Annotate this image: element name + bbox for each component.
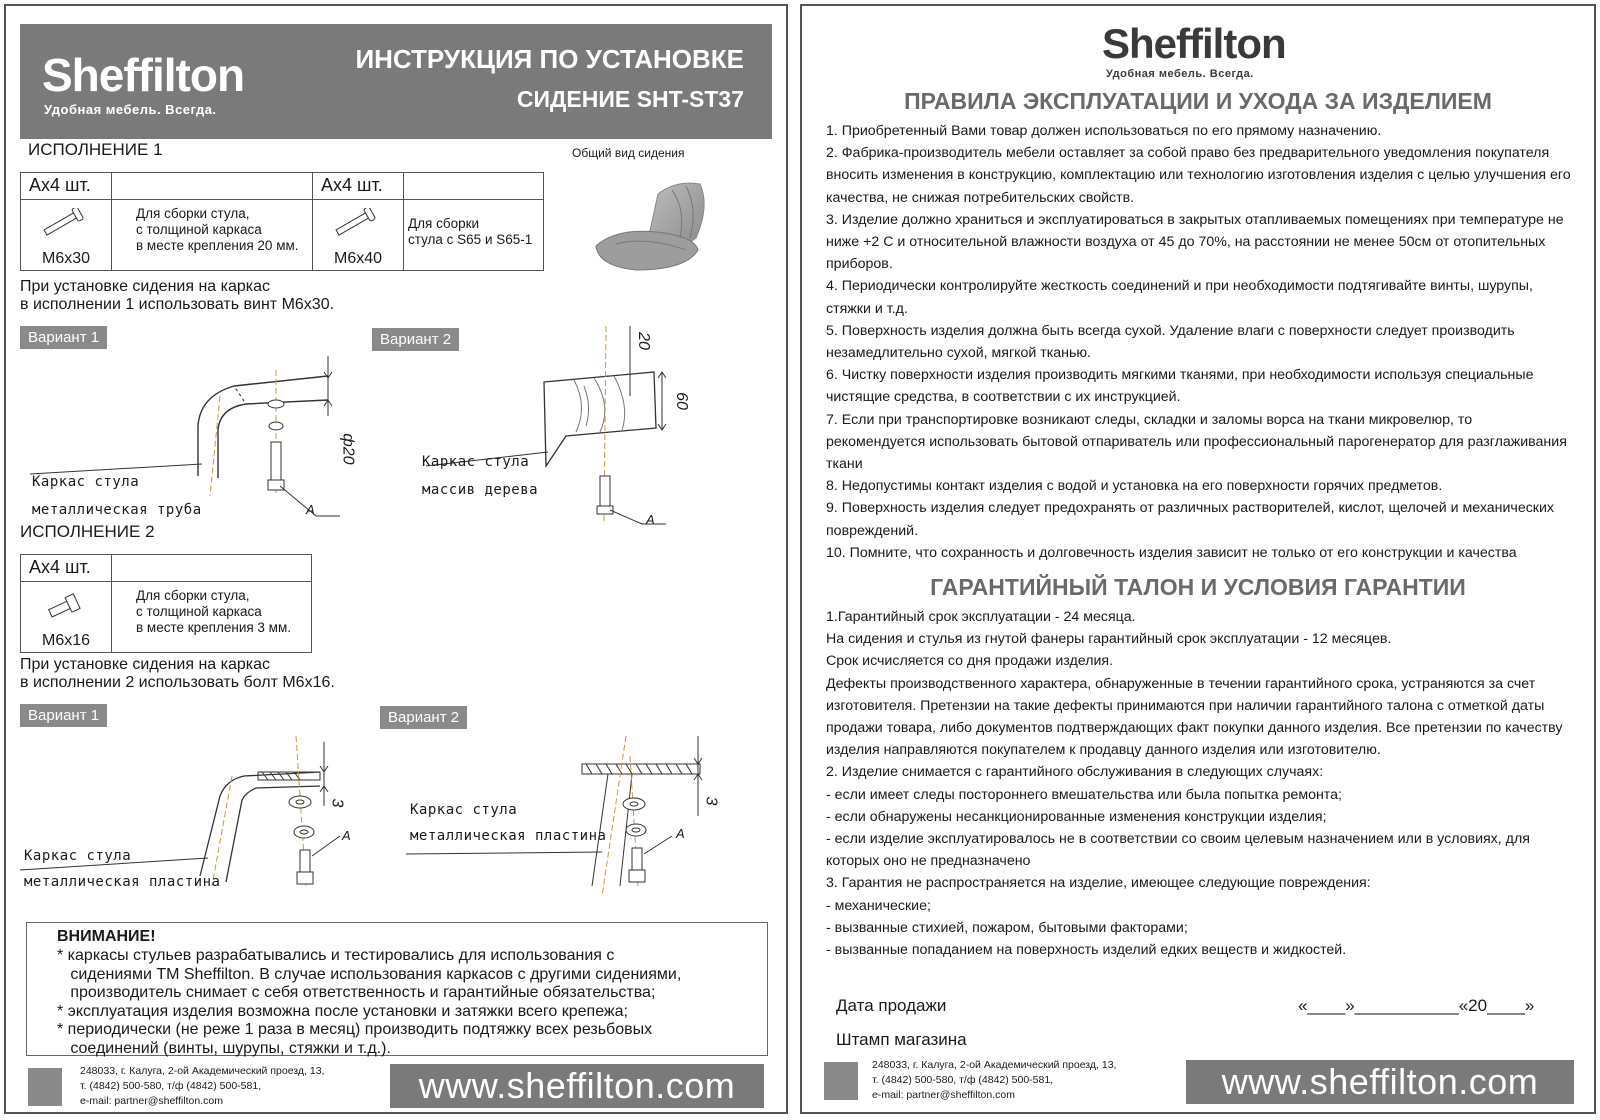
brand-tagline: Удобная мебель. Всегда. <box>1106 68 1254 80</box>
part-size: M6x30 <box>41 250 91 267</box>
exec1-v2-label2: массив дерева <box>422 482 539 498</box>
part-qty: Ax4 шт. <box>313 173 404 200</box>
exec2-v1-label1: Каркас стула <box>24 848 132 864</box>
brand-logo: Sheffilton <box>1102 20 1286 67</box>
seat-view-label: Общий вид сидения <box>572 146 685 160</box>
exec1-parts-table <box>20 172 544 271</box>
rule-item: 8. Недопустимы контакт изделия с водой и установка на его поверхности горячих предметов. <box>826 478 1443 495</box>
part-cell <box>21 582 112 653</box>
rule-item: 6. Чистку поверхности изделия производить мягкими тканями, при необходимости используя специальные чистящие средства, в соответствии с их инструкцией. <box>826 367 1534 406</box>
exec1-variant2-badge: Вариант 2 <box>372 328 459 351</box>
rules-list <box>826 120 1574 564</box>
dim-3: 3 <box>702 796 720 806</box>
part-size: M6x16 <box>41 632 91 649</box>
exec1-v2-label1: Каркас стула <box>422 454 530 470</box>
screw-icon <box>37 208 87 238</box>
exec1-variant2-drawing <box>416 326 736 536</box>
part-description: Для сборки стула, с толщиной каркаса в месте крепления 20 мм. <box>112 200 313 271</box>
warranty-title: ГАРАНТИЙНЫЙ ТАЛОН И УСЛОВИЯ ГАРАНТИИ <box>930 574 1466 600</box>
page-title: ИНСТРУКЦИЯ ПО УСТАНОВКЕ <box>355 44 744 74</box>
warranty-item: - механические; <box>826 897 931 914</box>
warranty-list <box>826 606 1574 961</box>
warranty-item: Дефекты производственного характера, обнаруженные в течении гарантийного срока, устраняются за счет изготовителя. Претензии на такие дефекты принимаются при наличии гарантийного талона с отметкой даты продажи товара, либо документов подтверждающих факт покупки данного изделия. Все претензии по качеству изделия направляются покупателем к продавцу данного изделия или изготовителю. <box>826 675 1563 759</box>
dim-phi20: ф20 <box>339 433 357 465</box>
website-link[interactable]: www.sheffilton.com <box>390 1064 764 1108</box>
warning-title: ВНИМАНИЕ! <box>57 928 156 945</box>
rules-title: ПРАВИЛА ЭКСПЛУАТАЦИИ И УХОДА ЗА ИЗДЕЛИЕМ <box>904 88 1492 114</box>
rule-item: 5. Поверхность изделия должна быть всегда сухой. Удаление влаги с поверхности следует производить незамедлительно сухой, мягкой тканью. <box>826 322 1515 362</box>
warranty-item: 2. Изделие снимается с гарантийного обслуживания в следующих случаях: <box>826 764 1324 781</box>
rule-item: 7. Если при транспортировке возникают следы, складки и заломы ворса на ткани микровелюр, то рекомендуется использовать бытовой отпариватель или профессиональный парогенератор для разглаживания ткани <box>826 411 1567 473</box>
warranty-item: Срок исчисляется со дня продажи изделия. <box>826 653 1114 670</box>
exec1-heading: ИСПОЛНЕНИЕ 1 <box>28 140 163 159</box>
part-cell <box>21 200 112 271</box>
footer-address: 248033, г. Калуга, 2-ой Академический проезд, 13, т. (4842) 500-580, т/ф (4842) 500-581, e-mail: partner@sheffilton.com <box>80 1065 325 1107</box>
warranty-item: 3. Гарантия не распространяется на изделие, имеющее следующие повреждения: <box>826 875 1371 892</box>
warning-lines: * каркасы стульев разрабатывались и тестировались для использования с сидениями ТМ Sheffilton. В случае использования каркасов с другими сидениями, производитель снимает с себя ответственность и гарантийные обязательства; * эксплуатация изделия возможна после установки и затяжки всего крепежа; * периодически (не реже 1 раза в месяц) производить подтяжку всех резьбовых соединений (винты, шурупы, стяжки и т.д.). <box>57 947 682 1057</box>
sale-date-label: Дата продажи <box>836 996 947 1015</box>
exec2-note: При установке сидения на каркас в исполнении 2 использовать болт M6x16. <box>20 656 335 691</box>
exec2-variant1-badge: Вариант 1 <box>20 704 107 727</box>
instruction-page <box>4 4 788 1114</box>
warning-box <box>26 922 768 1056</box>
sale-date-field[interactable]: «____»___________«20____» <box>1298 996 1535 1015</box>
warranty-item: - вызванные стихией, пожаром, бытовыми факторами; <box>826 919 1188 936</box>
footer-square <box>824 1062 858 1100</box>
exec2-variant2-drawing <box>406 736 746 906</box>
website-link[interactable]: www.sheffilton.com <box>1186 1060 1574 1104</box>
part-qty: Ax4 шт. <box>21 173 112 200</box>
warranty-item: - если обнаружены несанкционированные изменения конструкции изделия; <box>826 808 1327 825</box>
rule-item: 2. Фабрика-производитель мебели оставляет за собой право без предварительного уведомления покупателя вносить изменения в конструкцию, комплектацию или технологию изготовления изделия с целью улучшения его качества, не снижая потребительских свойств. <box>826 145 1571 206</box>
stamp-label: Штамп магазина <box>836 1030 967 1049</box>
footer-address: 248033, г. Калуга, 2-ой Академический проезд, 13, т. (4842) 500-580, т/ф (4842) 500-581, e-mail: partner@sheffilton.com <box>872 1059 1117 1101</box>
dim-20: 20 <box>634 332 652 350</box>
page-subtitle: СИДЕНИЕ SHT-ST37 <box>516 86 744 112</box>
warranty-item: 1.Гарантийный срок эксплуатации - 24 месяца. <box>826 609 1136 625</box>
exec2-parts-table <box>20 554 312 653</box>
exec2-v2-label1: Каркас стула <box>410 802 518 818</box>
exec2-v1-label2: металлическая пластина <box>24 874 221 890</box>
part-description: Для сборки стула, с толщиной каркаса в месте крепления 3 мм. <box>112 582 312 653</box>
exec2-variant2-badge: Вариант 2 <box>380 706 467 729</box>
rule-item: 3. Изделие должно храниться и эксплуатироваться в закрытых отапливаемых помещениях при температуре не ниже +2 С и относительной влажности воздуха от 45 до 70%, на расстоянии не менее 50см от отопительных приборов. <box>826 211 1564 273</box>
footer-square <box>28 1068 62 1106</box>
seat-illustration <box>576 166 726 286</box>
header-band <box>20 24 772 139</box>
exec1-variant1-badge: Вариант 1 <box>20 326 107 349</box>
dim-60: 60 <box>672 392 690 410</box>
rule-item: 10. Помните, что сохранность и долговечность изделия зависит не только от его конструкции и качества <box>826 544 1517 561</box>
rule-item: 9. Поверхность изделия следует предохранять от различных растворителей, кислот, щелочей и механических повреждений. <box>826 500 1555 539</box>
exec1-variant1-drawing <box>20 356 380 526</box>
dim-3: 3 <box>328 798 346 808</box>
warranty-item: На сидения и стулья из гнутой фанеры гарантийный срок эксплуатации - 12 месяцев. <box>826 631 1392 648</box>
mark-a: A <box>306 502 315 517</box>
warranty-item: - если изделие эксплуатировалось не в соответствии со своим целевым назначением или в условиях, для которых оно не предназначено <box>826 831 1530 870</box>
care-warranty-page <box>800 4 1596 1114</box>
part-qty: Ax4 шт. <box>21 555 112 582</box>
screw-icon <box>329 208 379 238</box>
exec1-v1-label1: Каркас стула <box>32 474 140 490</box>
warranty-item: - если имеет следы постороннего вмешательства или была попытка ремонта; <box>826 786 1342 803</box>
exec2-v2-label2: металлическая пластина <box>410 828 607 844</box>
exec1-note: При установке сидения на каркас в исполнении 1 использовать винт M6x30. <box>20 278 335 313</box>
part-size: M6x40 <box>333 250 383 267</box>
mark-a: A <box>676 826 685 841</box>
brand-logo: Sheffilton <box>42 49 245 101</box>
brand-tagline: Удобная мебель. Всегда. <box>44 102 217 117</box>
mark-a: A <box>646 512 655 527</box>
rule-item: 1. Приобретенный Вами товар должен использоваться по его прямому назначению. <box>826 123 1382 139</box>
exec2-heading: ИСПОЛНЕНИЕ 2 <box>20 522 155 541</box>
bolt-icon <box>39 592 89 622</box>
warranty-item: - вызванные попаданием на поверхность изделий едких веществ и жидкостей. <box>826 942 1347 959</box>
mark-a: A <box>342 828 351 843</box>
exec1-v1-label2: металлическая труба <box>32 502 202 518</box>
part-cell <box>313 200 404 271</box>
part-description: Для сборки стула с S65 и S65-1 <box>404 200 544 271</box>
rule-item: 4. Периодически контролируйте жесткость соединений и при необходимости подтягивайте винты, шурупы, стяжки и т.д. <box>826 278 1533 317</box>
